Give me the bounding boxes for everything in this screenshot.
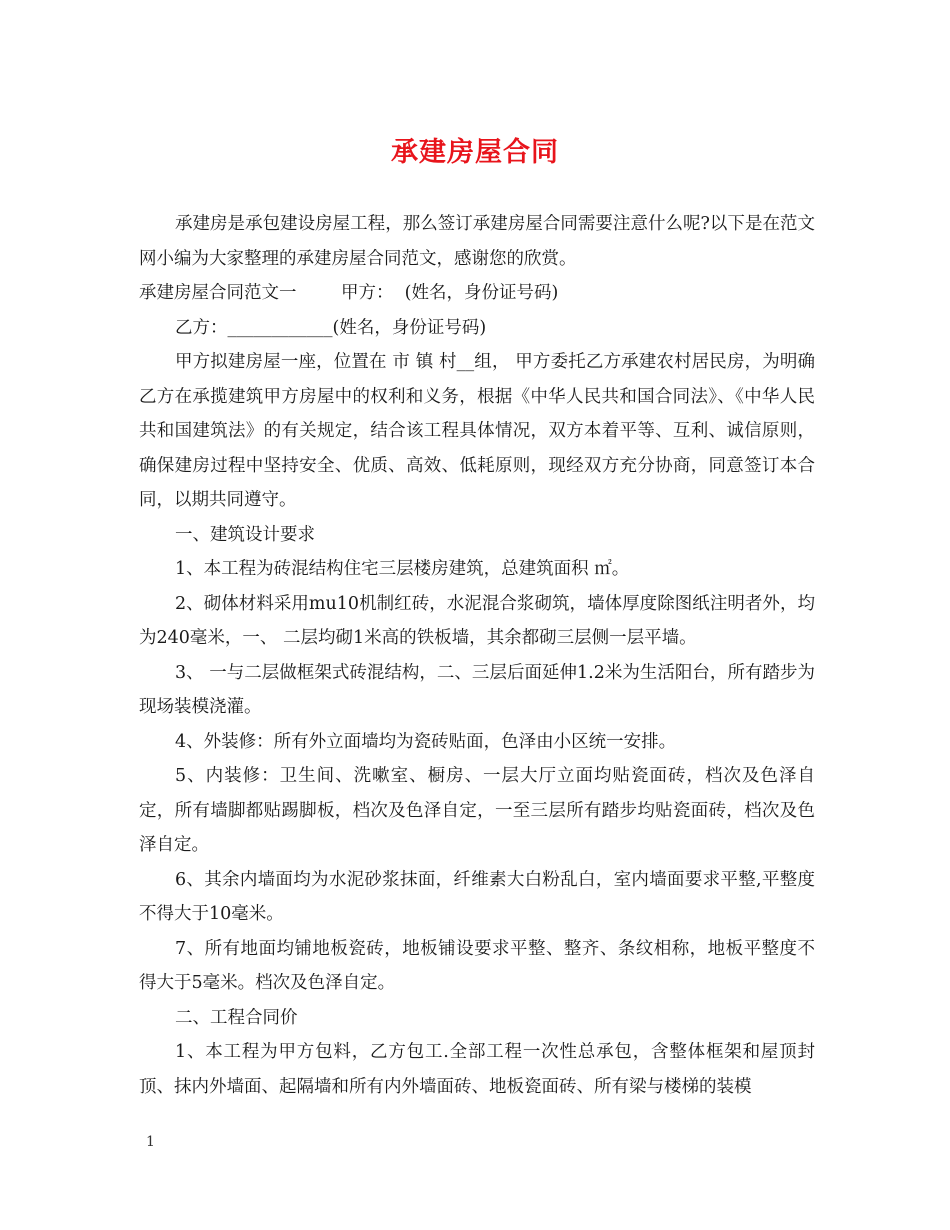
section-heading-design: 一、建筑设计要求 (175, 524, 315, 545)
list-item: 7、所有地面均铺地板瓷砖，地板铺设要求平整、整齐、条纹相称，地板平整度不得大于5毫米。档次及色泽自定。 (139, 938, 815, 993)
paragraph-party-b: 乙方：____________(姓名，身份证号码) (175, 317, 487, 338)
document-title: 承建房屋合同 (391, 137, 559, 168)
section-heading-price: 二、工程合同价 (175, 1007, 298, 1028)
page-number: 1 (146, 1134, 155, 1150)
paragraph-intro: 承建房是承包建设房屋工程，那么签订承建房屋合同需要注意什么呢?以下是在范文网小编为大家整理的承建房屋合同范文，感谢您的欣赏。 (139, 214, 815, 269)
list-item: 4、外装修：所有外立面墙均为瓷砖贴面，色泽由小区统一安排。 (175, 731, 677, 752)
paragraph-preamble: 甲方拟建房屋一座，位置在 市 镇 村__组， 甲方委托乙方承建农村居民房，为明确乙方在承揽建筑甲方房屋中的权利和义务，根据《中华人民共和国合同法》、《中华人民共和国建筑法》的有关规定，结合该工程具体情况，双方本着平等、互利、诚信原则，确保建房过程中坚持安全、优质、高效、低耗原则，现经双方充分协商，同意签订本合同，以期共同遵守。 (139, 352, 815, 510)
list-item: 6、其余内墙面均为水泥砂浆抹面，纤维素大白粉乱白，室内墙面要求平整,平整度不得大于10毫米。 (139, 869, 815, 924)
document-body (139, 207, 815, 1104)
list-item: 1、本工程为甲方包料，乙方包工.全部工程一次性总承包，含整体框架和屋顶封顶、抹内外墙面、起隔墙和所有内外墙面砖、地板瓷面砖、所有梁与楼梯的装模 (139, 1042, 815, 1097)
list-item: 2、砌体材料采用mu10机制红砖，水泥混合浆砌筑，墙体厚度除图纸注明者外，均为240毫米，一、 二层均砌1米高的铁板墙，其余都砌三层侧一层平墙。 (139, 593, 815, 648)
paragraph-party-a: 承建房屋合同范文一 甲方： (姓名，身份证号码) (139, 283, 559, 303)
list-item: 3、 一与二层做框架式砖混结构，二、三层后面延伸1.2米为生活阳台，所有踏步为现场装模浇灌。 (139, 662, 815, 717)
list-item: 1、本工程为砖混结构住宅三层楼房建筑，总建筑面积 ㎡。 (175, 559, 630, 579)
list-item: 5、内装修：卫生间、洗嗽室、橱房、一层大厅立面均贴瓷面砖，档次及色泽自定，所有墙脚都贴踢脚板，档次及色泽自定，一至三层所有踏步均贴瓷面砖，档次及色泽自定。 (139, 766, 815, 855)
